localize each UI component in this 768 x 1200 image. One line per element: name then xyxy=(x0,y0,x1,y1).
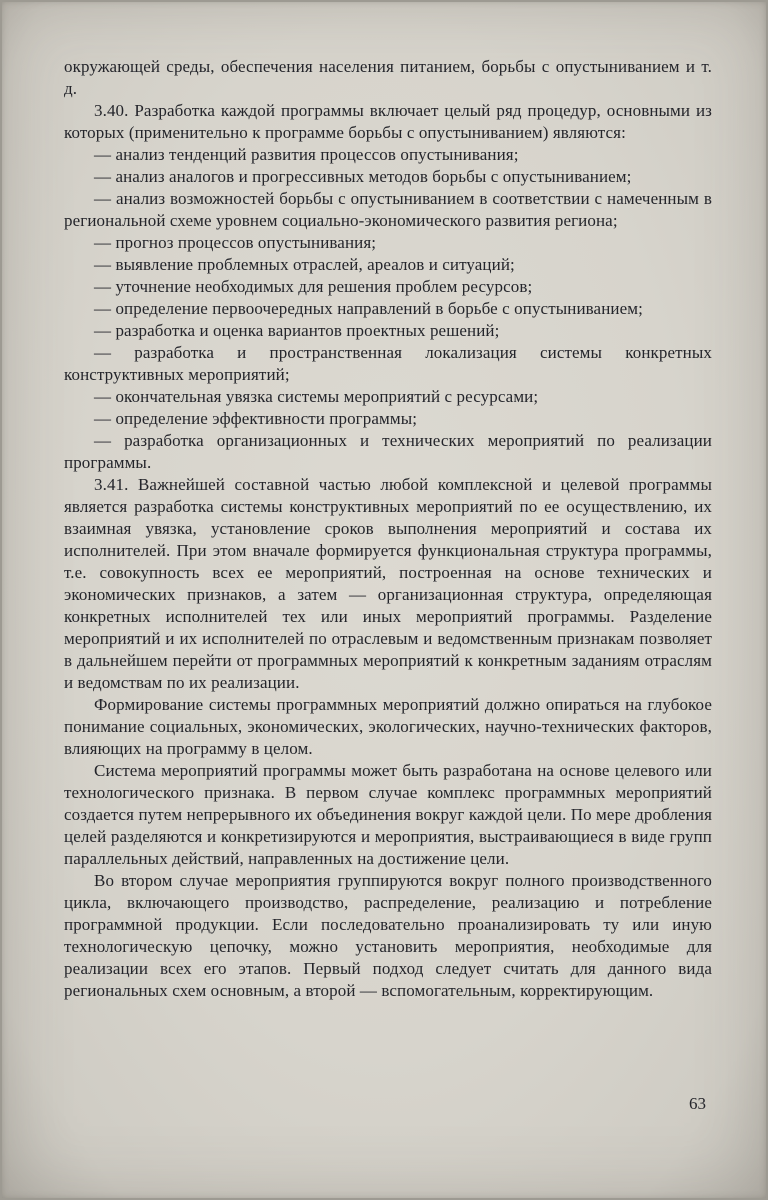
paragraph: — разработка и пространственная локализация системы конкретных конструктивных мероприятий; xyxy=(64,343,712,384)
paragraph: — определение первоочередных направлений в борьбе с опустыниванием; xyxy=(94,299,643,318)
paragraph: — анализ аналогов и прогрессивных методов борьбы с опустыниванием; xyxy=(94,167,632,186)
paragraph: Формирование системы программных мероприятий должно опираться на глубокое понимание социальных, экономических, экологических, научно-технических факторов, влияющих на программу в целом. xyxy=(64,695,712,758)
paragraph: — определение эффективности программы; xyxy=(94,409,418,428)
page-text xyxy=(64,56,712,1002)
paragraph: — разработка организационных и технических мероприятий по реализации программы. xyxy=(64,431,712,472)
paragraph: — разработка и оценка вариантов проектных решений; xyxy=(94,321,500,340)
paragraph: — анализ тенденций развития процессов опустынивания; xyxy=(94,145,519,164)
paragraph: Во втором случае мероприятия группируются вокруг полного производственного цикла, включающего производство, распределение, реализацию и потребление программной продукции. Если последовательно проанализировать ту или иную технологическую цепочку, можно установить мероприятия, необходимые для реализации всех его этапов. Первый подход следует считать для данного вида региональных схем основным, а второй — вспомогательным, корректирующим. xyxy=(64,871,712,1000)
paragraph: — уточнение необходимых для решения проблем ресурсов; xyxy=(94,277,533,296)
paragraph: — прогноз процессов опустынивания; xyxy=(94,233,377,252)
paragraph: окружающей среды, обеспечения населения питанием, борьбы с опустыниванием и т. д. xyxy=(64,57,712,98)
paragraph: 3.41. Важнейшей составной частью любой комплексной и целевой программы является разработка системы конструктивных мероприятий по ее осуществлению, их взаимная увязка, установление сроков выполнения мероприятий и состава их исполнителей. При этом вначале формируется функциональная структура программы, т.е. совокупность всех ее мероприятий, построенная на основе технических и экономических признаков, а затем — организационная структура, определяющая конкретных исполнителей тех или иных мероприятий программы. Разделение мероприятий и их исполнителей по отраслевым и ведомственным признакам позволяет в дальнейшем перейти от программных мероприятий к конкретным заданиям отраслям и ведомствам по их реализации. xyxy=(64,475,712,692)
paragraph: — анализ возможностей борьбы с опустыниванием в соответствии с намеченным в региональной схеме уровнем социально-экономического развития региона; xyxy=(64,189,712,230)
paragraph: Система мероприятий программы может быть разработана на основе целевого или технологического признака. В первом случае комплекс программных мероприятий создается путем непрерывного их объединения вокруг каждой цели. По мере дробления целей разделяются и конкретизируются и мероприятия, выстраивающиеся в виде групп параллельных действий, направленных на достижение цели. xyxy=(64,761,712,868)
paragraph: 3.40. Разработка каждой программы включает целый ряд процедур, основными из которых (применительно к программе борьбы с опустыниванием) являются: xyxy=(64,101,712,142)
paragraph: — окончательная увязка системы мероприятий с ресурсами; xyxy=(94,387,539,406)
paragraph: — выявление проблемных отраслей, ареалов и ситуаций; xyxy=(94,255,515,274)
page-number: 63 xyxy=(689,1094,706,1113)
